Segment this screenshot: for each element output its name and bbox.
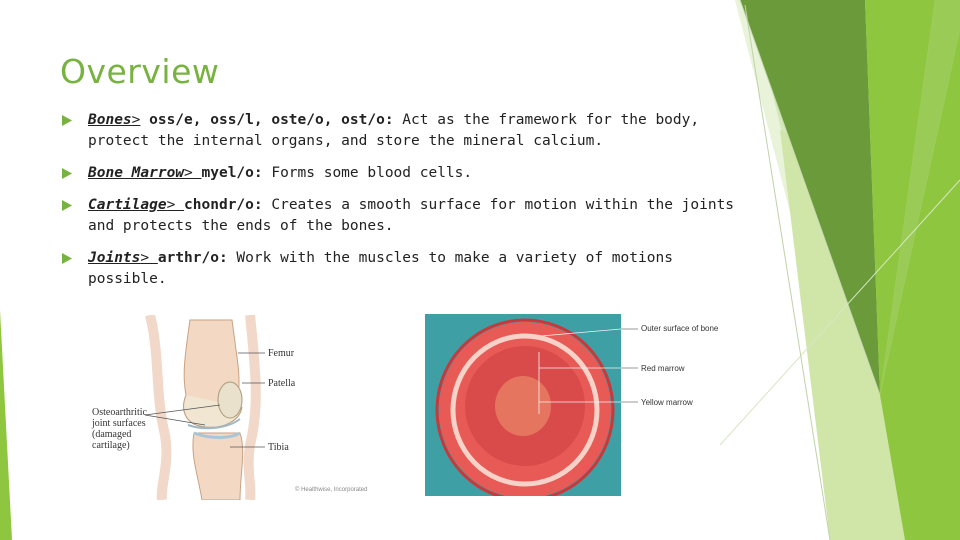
bullet-arrow-icon: [62, 253, 72, 264]
bone-cross-section-photo: [425, 314, 621, 496]
definition-text: Creates a smooth surface for motion within the joints and protects the ends of the bones.: [88, 197, 735, 234]
bullet-joints: [62, 248, 742, 290]
definition-text: Act as the framework for the body, protect the internal organs, and store the mineral calcium.: [88, 112, 700, 149]
knee-joint-illustration: [90, 315, 370, 500]
bullet-list: [62, 110, 742, 290]
word-roots: arthr/o:: [157, 250, 228, 266]
word-roots: chondr/o:: [184, 197, 263, 213]
definition-text: Work with the muscles to make a variety of motions possible.: [88, 250, 673, 287]
label-femur: Femur: [268, 348, 295, 359]
label-patella: Patella: [268, 378, 296, 389]
bullet-bones: [62, 110, 742, 152]
bone-section-drawing: [425, 314, 621, 496]
term-joints: Joints: [88, 250, 141, 266]
term-bone-marrow: Bone Marrow: [88, 165, 185, 181]
label-outer-surface: Outer surface of bone: [641, 324, 719, 333]
arrow-marker: >: [140, 250, 158, 266]
label-yellow-marrow: Yellow marrow: [641, 398, 693, 407]
label-red-marrow: Red marrow: [641, 364, 685, 373]
term-cartilage: Cartilage: [88, 197, 167, 213]
label-tibia: Tibia: [268, 442, 289, 453]
slide-title: Overview: [60, 52, 220, 91]
bullet-arrow-icon: [62, 168, 72, 179]
arrow-marker: >: [184, 165, 202, 181]
bullet-arrow-icon: [62, 115, 72, 126]
bullet-cartilage: [62, 195, 742, 237]
definition-text: Forms some blood cells.: [262, 165, 473, 181]
word-roots: oss/e, oss/l, oste/o, ost/o:: [140, 112, 394, 128]
bullet-bone-marrow: [62, 163, 742, 184]
bullet-arrow-icon: [62, 200, 72, 211]
arrow-marker: >: [131, 112, 141, 128]
term-bones: Bones: [88, 112, 132, 128]
image-credit: © Healthwise, Incorporated: [295, 487, 368, 493]
arrow-marker: >: [166, 197, 185, 213]
label-osteoarthritic-surfaces: Osteoarthritic joint surfaces (damaged cartilage): [92, 407, 147, 451]
word-roots: myel/o:: [201, 165, 263, 181]
